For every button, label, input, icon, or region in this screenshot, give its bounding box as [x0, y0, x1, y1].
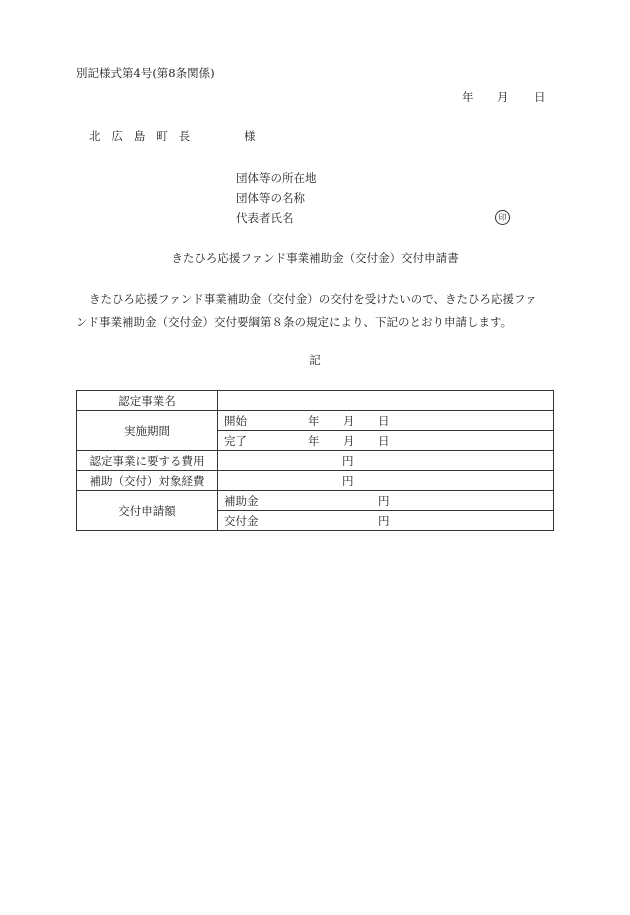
project-name-label: 認定事業名 — [77, 391, 218, 411]
ki-mark: 記 — [309, 353, 321, 367]
project-cost-yen-unit: 円 — [342, 453, 354, 468]
period-label: 実施期間 — [77, 411, 218, 451]
period-end-month-unit: 月 — [343, 433, 355, 448]
subsidy-yen-unit: 円 — [378, 493, 390, 508]
body-text-line-1: きたひろ応援ファンド事業補助金（交付金）の交付を受けたいので、きたひろ応援ファ — [89, 292, 537, 306]
period-end-cell[interactable] — [218, 431, 554, 451]
date-day-label: 日 — [534, 90, 546, 104]
period-start-label: 開始 — [224, 413, 247, 428]
period-start-year-unit: 年 — [308, 413, 320, 428]
period-start-month-unit: 月 — [343, 413, 355, 428]
table-row-subsidy — [77, 491, 554, 511]
period-end-label: 完了 — [224, 433, 247, 448]
table-row-period-start — [77, 411, 554, 431]
table-row-project-name — [77, 391, 554, 411]
addressee-honorific: 様 — [244, 129, 256, 143]
grant-yen-unit: 円 — [378, 513, 390, 528]
applicant-representative-label: 代表者氏名 — [236, 211, 294, 225]
subsidy-label: 補助金 — [224, 493, 259, 508]
period-end-year-unit: 年 — [308, 433, 320, 448]
period-end-day-unit: 日 — [378, 433, 390, 448]
applicant-org-name-label: 団体等の名称 — [236, 191, 305, 205]
seal-icon: 印 — [495, 210, 510, 225]
application-detail-table — [76, 390, 554, 531]
grant-amount-cell[interactable] — [218, 511, 554, 531]
project-name-value-cell[interactable] — [218, 391, 554, 411]
project-cost-cell[interactable] — [218, 451, 554, 471]
eligible-cost-cell[interactable] — [218, 471, 554, 491]
addressee-name: 北広島町長 — [89, 129, 202, 143]
grant-label: 交付金 — [224, 513, 259, 528]
requested-amount-label: 交付申請額 — [77, 491, 218, 531]
date-year-label: 年 — [462, 90, 474, 104]
eligible-cost-yen-unit: 円 — [342, 473, 354, 488]
project-cost-label: 認定事業に要する費用 — [77, 451, 218, 471]
period-start-day-unit: 日 — [378, 413, 390, 428]
body-text-line-2: ンド事業補助金（交付金）交付要綱第８条の規定により、下記のとおり申請します。 — [76, 315, 513, 329]
period-start-cell[interactable] — [218, 411, 554, 431]
date-month-label: 月 — [497, 90, 509, 104]
subsidy-amount-cell[interactable] — [218, 491, 554, 511]
applicant-address-label: 団体等の所在地 — [236, 171, 317, 185]
table-row-eligible-cost — [77, 471, 554, 491]
form-number: 別記様式第4号(第8条関係) — [76, 66, 215, 80]
document-title: きたひろ応援ファンド事業補助金（交付金）交付申請書 — [171, 251, 459, 265]
eligible-cost-label: 補助（交付）対象経費 — [77, 471, 218, 491]
table-row-project-cost — [77, 451, 554, 471]
